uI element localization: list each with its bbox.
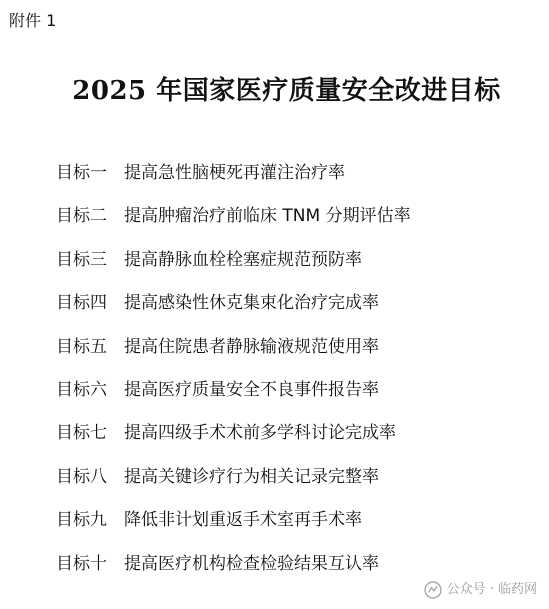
goal-text: 提高住院患者静脉输液规范使用率 (124, 336, 379, 357)
goal-text: 提高肿瘤治疗前临床 TNM 分期评估率 (124, 206, 411, 227)
goal-text: 提高医疗质量安全不良事件报告率 (124, 379, 379, 400)
watermark (424, 581, 537, 599)
goal-item-6 (56, 378, 411, 421)
goal-item-10 (56, 552, 411, 595)
goal-label: 目标九 (56, 510, 107, 531)
attachment-label: 附件 1 (9, 11, 57, 30)
goal-text: 提高静脉血栓栓塞症规范预防率 (124, 249, 362, 270)
goal-label: 目标四 (56, 293, 107, 314)
wechat-official-account-icon (424, 581, 442, 599)
goal-label: 目标十 (56, 553, 107, 574)
goal-list (56, 161, 411, 595)
goal-text: 提高关键诊疗行为相关记录完整率 (124, 466, 379, 487)
goal-item-8 (56, 465, 411, 508)
goal-label: 目标三 (56, 249, 107, 270)
goal-label: 目标五 (56, 336, 107, 357)
goal-item-5 (56, 335, 411, 378)
goal-label: 目标八 (56, 466, 107, 487)
goal-item-2 (56, 204, 411, 247)
goal-item-4 (56, 291, 411, 334)
goal-label: 目标七 (56, 423, 107, 444)
goal-item-1 (56, 161, 411, 204)
goal-item-9 (56, 508, 411, 551)
goal-label: 目标一 (56, 163, 107, 183)
watermark-text: 公众号 · 临药网 (446, 582, 537, 597)
goal-label: 目标六 (56, 379, 107, 400)
goal-text: 提高四级手术术前多学科讨论完成率 (124, 423, 396, 444)
goal-text: 提高急性脑梗死再灌注治疗率 (124, 163, 345, 183)
goal-text: 提高医疗机构检查检验结果互认率 (124, 553, 379, 574)
goal-item-3 (56, 248, 411, 291)
goal-label: 目标二 (56, 206, 107, 227)
goal-text: 降低非计划重返手术室再手术率 (124, 510, 362, 531)
document-title: 2025 年国家医疗质量安全改进目标 (72, 76, 501, 106)
goal-item-7 (56, 421, 411, 464)
goal-text: 提高感染性休克集束化治疗完成率 (124, 293, 379, 314)
